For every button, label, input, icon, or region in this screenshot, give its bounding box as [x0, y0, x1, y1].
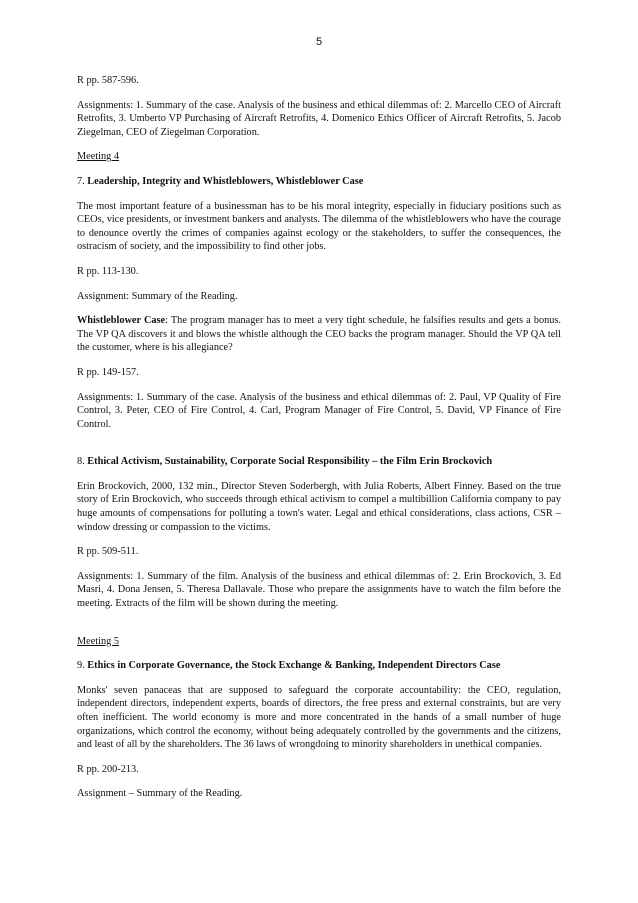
body-paragraph: Erin Brockovich, 2000, 132 min., Director Steven Soderbergh, with Julia Roberts, Albert Finney. Based on the true story of Erin Brockovich, who succeeds through ethical activism to compel a multibillion California company to pay huge amounts of compensations for polluting a town's water. Legal and ethical considerations, class actions, CSR – window dressing or compassion to the victims. [77, 480, 561, 533]
section-number: 8. [77, 456, 88, 468]
assignments-paragraph: Assignments: 1. Summary of the film. Analysis of the business and ethical dilemmas of: 2. Erin Brockovich, 3. Ed Masri, 4. Dona Jensen, 5. Theresa Dallavale. Those who prepare the assignments have to watch the film before the meeting. Extracts of the film will be shown during the meeting. [77, 570, 561, 610]
section-number: 9. [77, 660, 88, 672]
assignments-paragraph: Assignments: 1. Summary of the case. Analysis of the business and ethical dilemmas of: 2. Paul, VP Quality of Fire Control, 3. Peter, CEO of Fire Control, 4. Carl, Program Manager of Fire Control, 5. David, VP Finance of Fire Control. [77, 391, 561, 430]
page-content [77, 74, 561, 812]
body-paragraph: Monks' seven panaceas that are supposed to safeguard the corporate accountability: the CEO, regulation, independent directors, independent experts, boards of directors, the free press and external constraints, but are very often inefficient. The world economy is more and more concentrated in the hands of a small number of huge organizations, which control the economy, without being adequately controlled by the governments and the citizens, and least of all by the shareholders. The 36 laws of wrongdoing to minority shareholders in unethical companies. [77, 684, 561, 751]
section-heading [77, 175, 561, 189]
case-title: Whistleblower Case [77, 315, 166, 327]
meeting-heading: Meeting 4 [77, 151, 120, 163]
section-heading [77, 455, 561, 469]
reading-reference: R pp. 200-213. [77, 763, 139, 775]
section-title: Ethics in Corporate Governance, the Stock Exchange & Banking, Independent Directors Case [87, 660, 501, 672]
case-text: : The program manager has to meet a very tight schedule, he falsifies results and gets a bonus. The VP QA discovers it and blows the whistle although the CEO backs the program manager. Should the VP QA tell the customer, where is his allegiance? [77, 315, 561, 354]
case-paragraph [77, 314, 561, 355]
assignments-paragraph: Assignment: Summary of the Reading. [77, 290, 238, 302]
assignments-paragraph: Assignments: 1. Summary of the case. Analysis of the business and ethical dilemmas of: 2. Marcello CEO of Aircraft Retrofits, 3. Umberto VP Purchasing of Aircraft Retrofits, 4. Domenico Ethics Officer of Aircraft Retrofits, 5. Jacob Ziegelman, CEO of Ziegelman Corporation. [77, 99, 561, 138]
reading-reference: R pp. 587-596. [77, 75, 139, 86]
section-title: Ethical Activism, Sustainability, Corporate Social Responsibility – the Film Erin Brockovich [87, 456, 493, 468]
meeting-heading: Meeting 5 [77, 635, 120, 647]
section-number: 7. [77, 175, 88, 187]
body-paragraph: The most important feature of a businessman has to be his moral integrity, especially in fiduciary positions such as CEOs, vice presidents, or investment bankers and analysts. The dilemma of the whistleblowers who have the courage to denounce overtly the crimes of companies against ecology or the stakeholders, to suffer the consequences, the ostracism of society, and the impossibility to find other jobs. [77, 200, 561, 253]
assignments-paragraph: Assignment – Summary of the Reading. [77, 788, 243, 800]
reading-reference: R pp. 113-130. [77, 265, 139, 277]
reading-reference: R pp. 509-511. [77, 546, 139, 558]
reading-reference: R pp. 149-157. [77, 366, 139, 378]
section-heading [77, 659, 561, 673]
section-title: Leadership, Integrity and Whistleblowers, Whistleblower Case [87, 175, 364, 187]
page-number: 5 [315, 36, 323, 48]
